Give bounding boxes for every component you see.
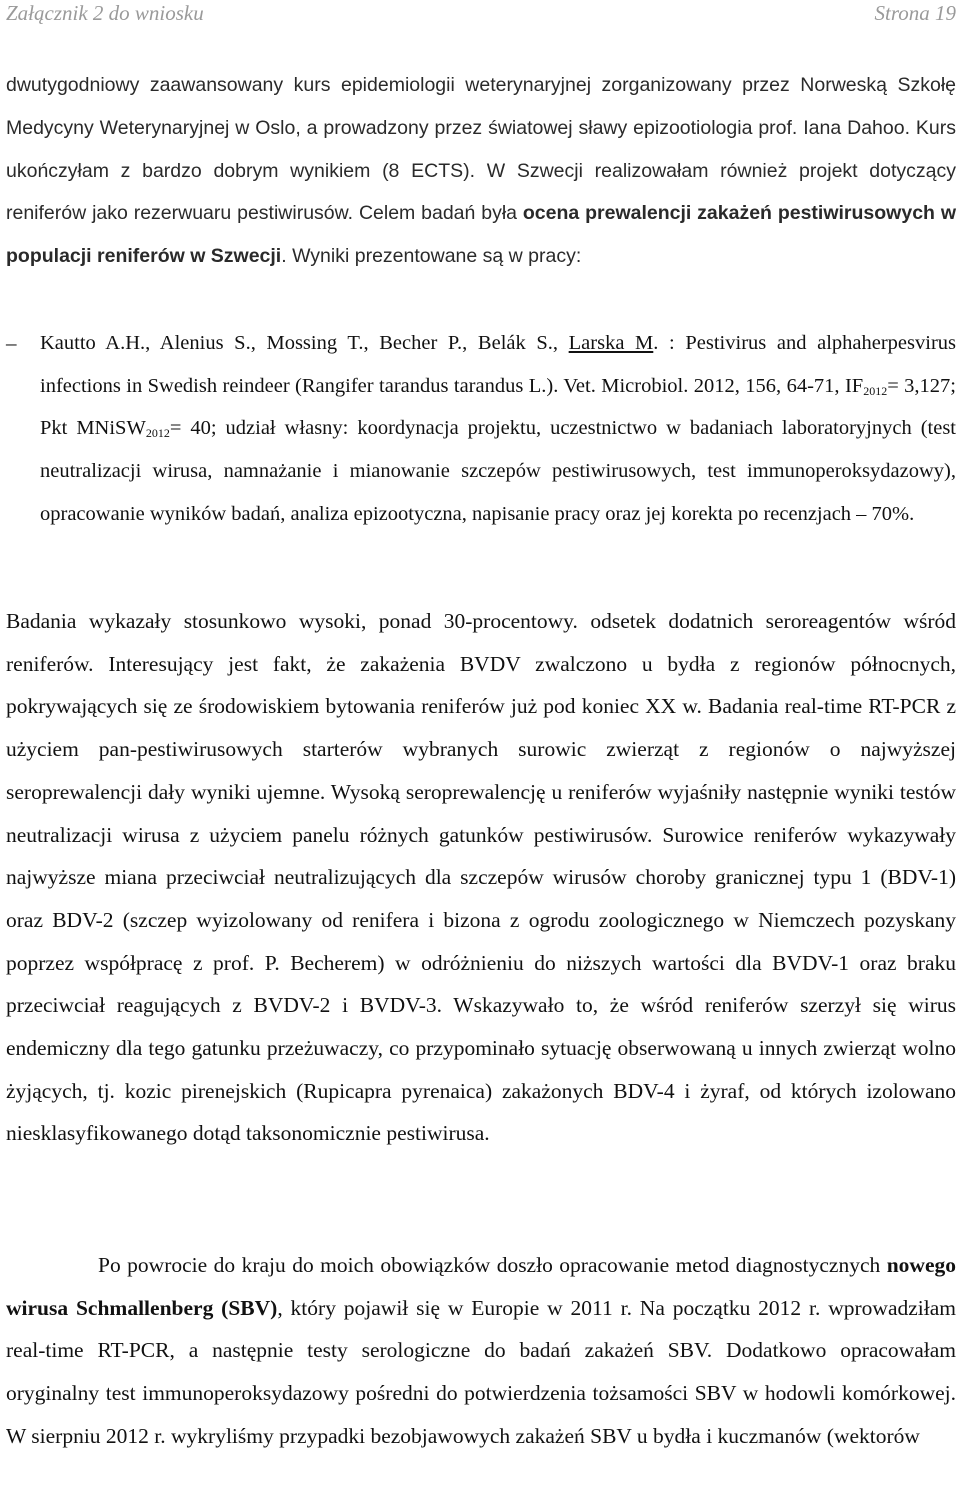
page-number: Strona 19: [874, 1, 956, 25]
paragraph-3-text-b: , który pojawił się w Europie w 2011 r. Na początku 2012 r. wprowadziłam real-time RT-PCR, a następnie testy serologiczne do badań zakażeń SBV. Dodatkowo opracowałam oryginalny test immunoperoksydazowy pośredni do potwierdzenia tożsamości SBV w hodowli komórkowej. W sierpniu 2012 r. wykryliśmy przypadki bezobjawowych zakażeń SBV u bydła i kuczmanów (wektorów: [6, 1295, 956, 1448]
paragraph-1-text-c: . Wyniki prezentowane są w pracy:: [281, 245, 582, 268]
list-dash: –: [6, 331, 17, 355]
paragraph-1: [6, 64, 956, 278]
impact-factor: = 3,127; Pkt MNiSW: [40, 374, 956, 440]
paragraph-3-text-a: Po powrocie do kraju do moich obowiązków doszło opracowanie metod diagnostycznych: [98, 1253, 887, 1277]
paragraph-1-text-b: Celem badań była: [358, 202, 523, 225]
page-header: [6, 0, 956, 30]
paragraph-1-text-a: dwutygodniowy zaawansowany kurs epidemiologii weterynaryjnej zorganizowany przez Norweską Szkołę Medycyny Weterynaryjnej w Oslo, a prowadzony przez światowej sławy epizootiologia prof. Iana Dahoo. Kurs ukończyłam z bardzo dobrym wynikiem (8 ECTS). W Szwecji realizowałam również projekt dotyczący reniferów jako rezerwuaru pestiwirusów.: [6, 74, 956, 225]
if-year: 2012: [863, 383, 888, 398]
paragraph-3: [6, 1244, 956, 1458]
publication-authors: Kautto A.H., Alenius S., Mossing T., Becher P., Belák S.,: [40, 332, 569, 354]
publication-text: [40, 322, 956, 536]
paragraph-1-bold: ocena prewalencji zakażeń pestiwirusowych w populacji reniferów w Szwecji: [6, 202, 956, 268]
publication-contribution: = 40; udział własny: koordynacja projektu, uczestnictwo w badaniach laboratoryjnych (test neutralizacji wirusa, namnażanie i mianowanie szczepów pestiwirusowych, test immunoperoksydazowy), opracowanie wyników badań, analiza epizootyczna, napisanie pracy oraz jej korekta po recenzjach – 70%.: [40, 417, 956, 525]
pkt-year: 2012: [145, 426, 170, 441]
paragraph-3-bold: nowego wirusa Schmallenberg (SBV): [6, 1253, 956, 1320]
publication-title: . : Pestivirus and alphaherpesvirus infections in Swedish reindeer (Rangifer tarandus tarandus L.). Vet. Microbiol. 2012, 156, 64-71, IF: [40, 332, 957, 397]
paragraph-2: Badania wykazały stosunkowo wysoki, ponad 30-procentowy. odsetek dodatnich seroreagentów wśród reniferów. Interesujący jest fakt, że zakażenia BVDV zwalczono u bydła z regionów północnych, pokrywających się ze środowiskiem bytowania reniferów już pod koniec XX w. Badania real-time RT-PCR z użyciem pan-pestiwirusowych starterów wybranych surowic zwierząt z regionów o najwyższej seroprewalencji dały wyniki ujemne. Wysoką seroprewalencję u reniferów wyjaśniły następnie wyniki testów neutralizacji wirusa z użyciem panelu różnych gatunków pestiwirusów. Surowice reniferów wykazywały najwyższe miana przeciwciał neutralizujących dla szczepów wirusów choroby granicznej typu 1 (BDV-1) oraz BDV-2 (szczep wyizolowany od renifera i bizona z ogrodu zoologicznego w Niemczech pozyskany poprzez współpracę z prof. P. Becherem) w odróżnieniu do niższych wartości dla BVDV-1 oraz braku przeciwciał reagujących z BVDV-2 i BVDV-3. Wskazywało to, że wśród reniferów szerzył się wirus endemiczny dla tego gatunku przeżuwaczy, co przypominało sytuację obserwowaną u innych zwierząt wolno żyjących, tj. kozic pirenejskich (Rupicapra pyrenaica) zakażonych BDV-4 i żyraf, od których izolowano niesklasyfikowanego dotąd taksonomicznie pestiwirusa.: [6, 609, 956, 1146]
header-title: Załącznik 2 do wniosku: [6, 1, 204, 25]
publication-author-underlined: Larska M: [568, 332, 654, 354]
